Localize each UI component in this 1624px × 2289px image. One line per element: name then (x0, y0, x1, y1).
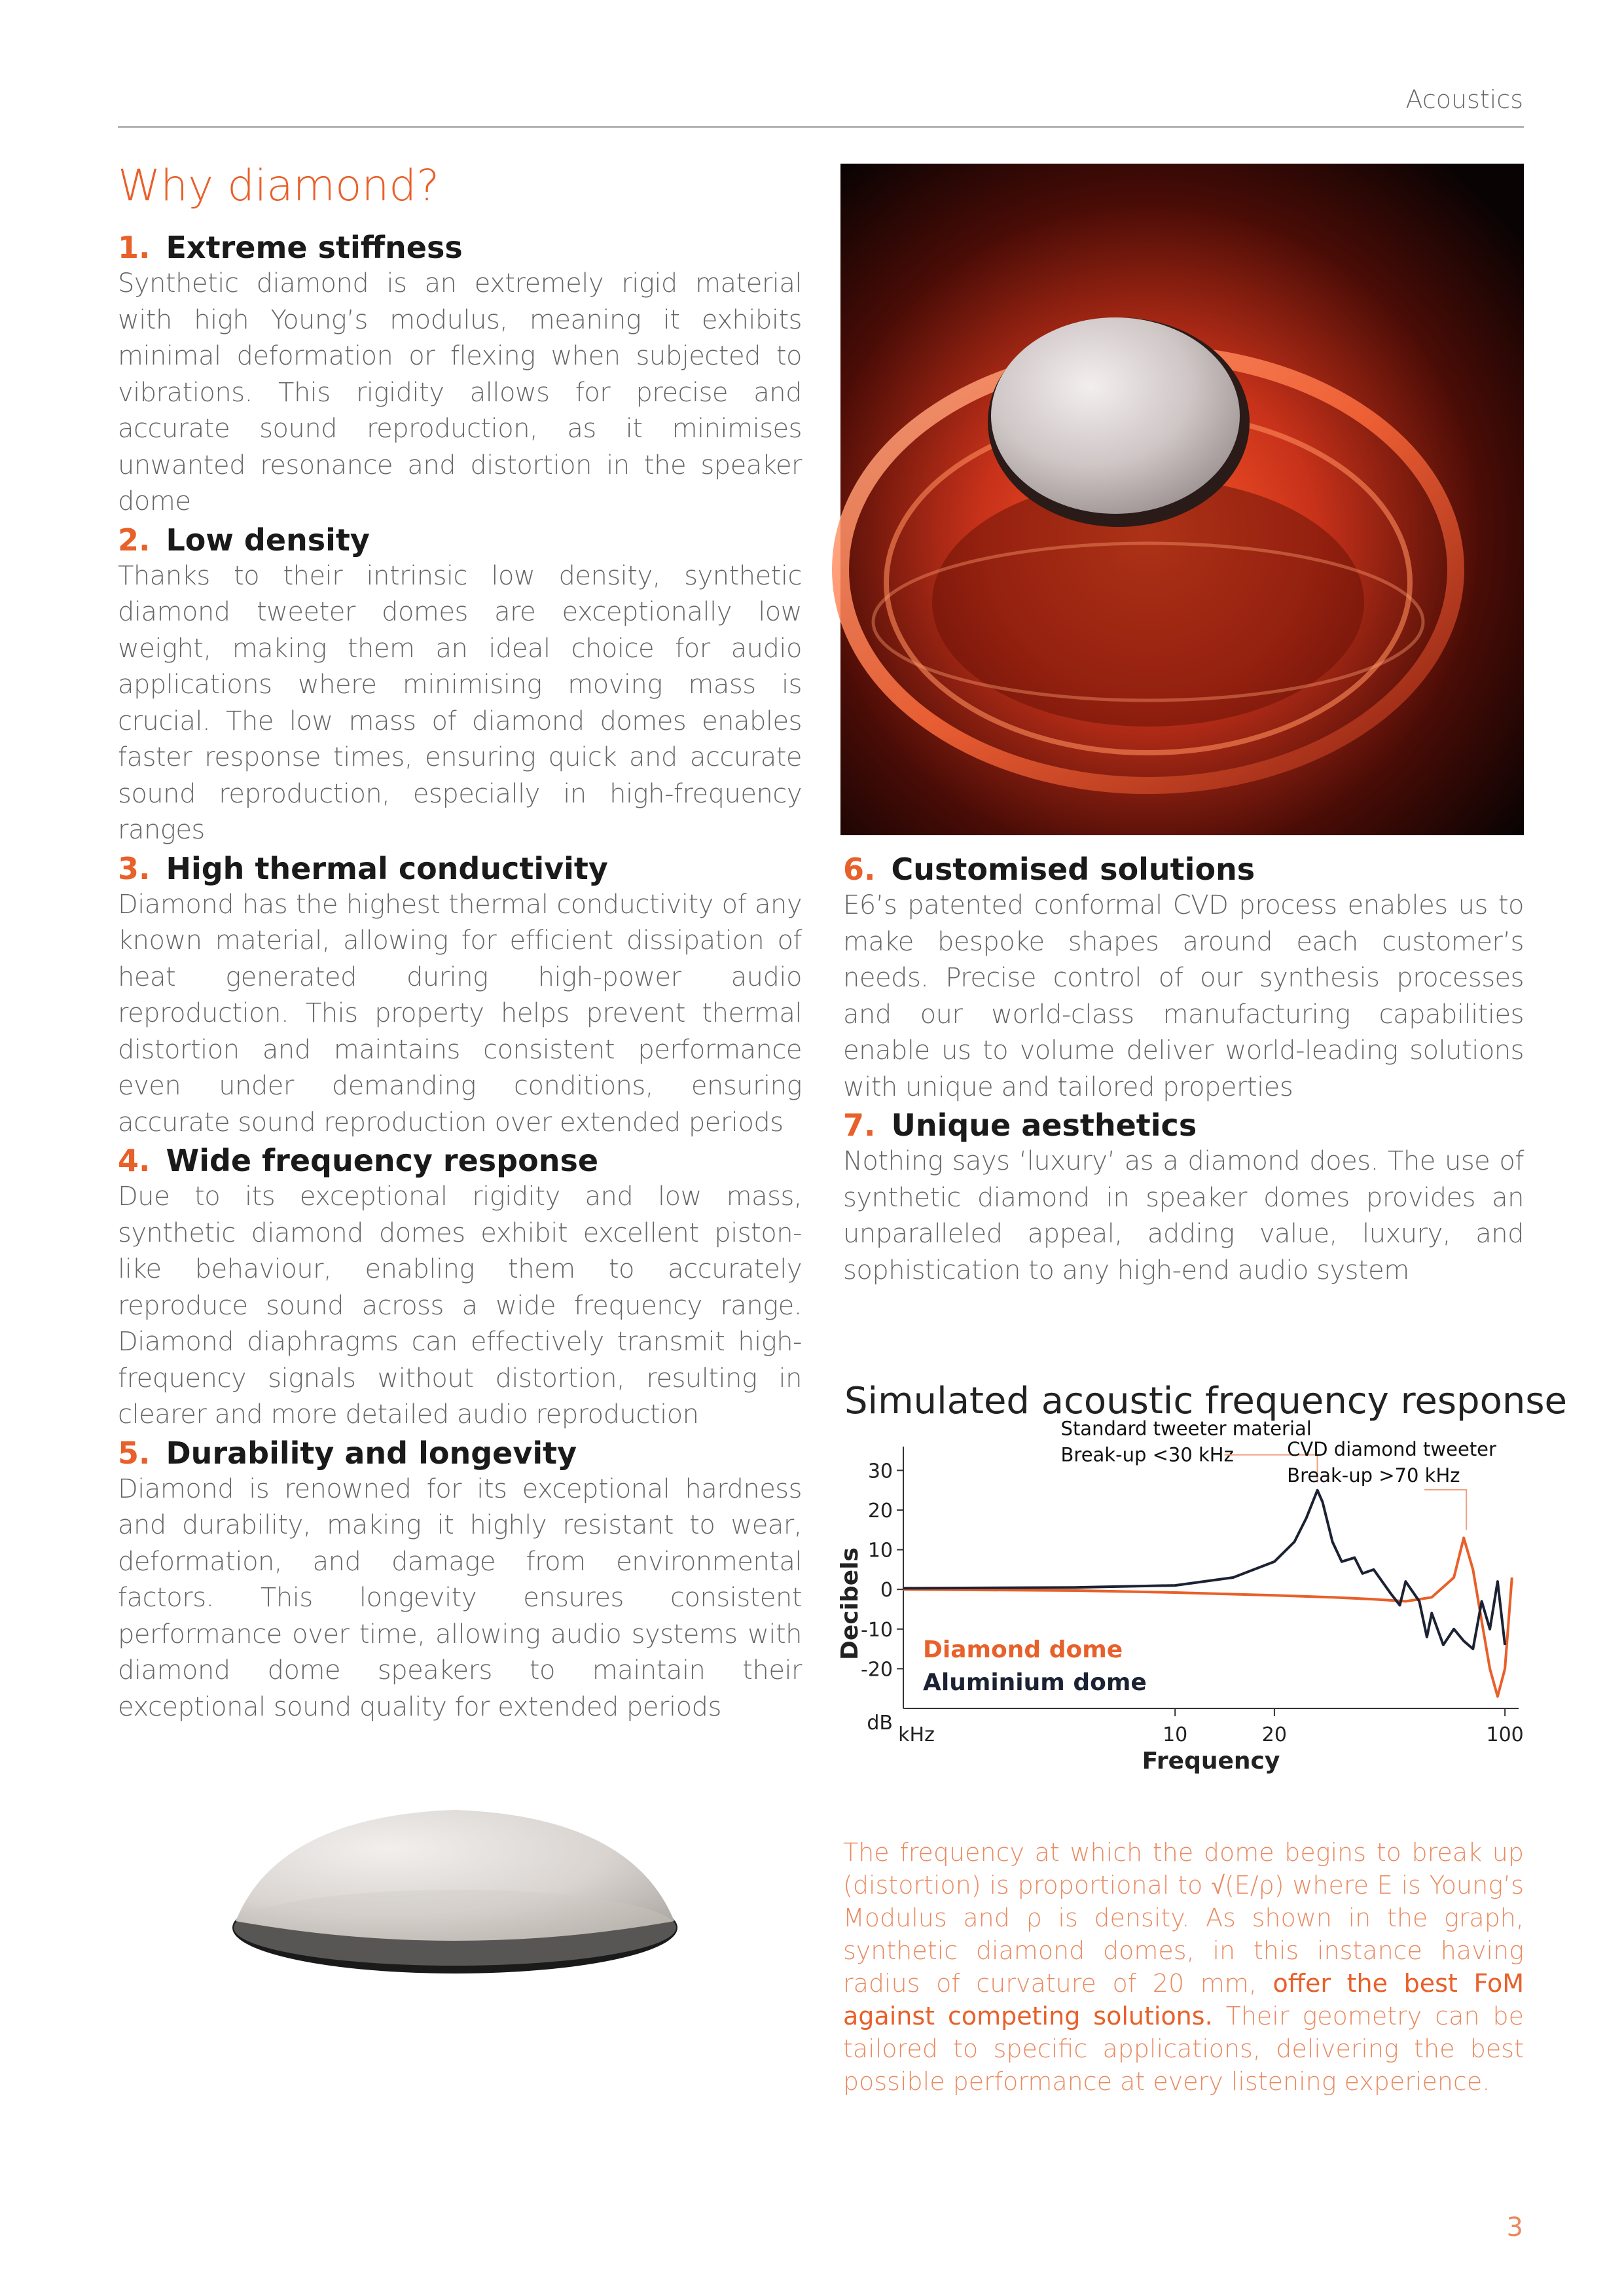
y-axis-title: Decibels (837, 1547, 863, 1660)
section-5 (118, 1435, 802, 1726)
section-number: 1. (118, 230, 151, 265)
section-body: Synthetic diamond is an extremely rigid material with high Young’s modulus, meaning it exhibits minimal deformation or flexing when subjected to vibrations. This rigidity allows for precise and accurate sound reproduction, as it minimises unwanted resonance and distortion in the speaker dome (118, 268, 802, 516)
caption-highlight: offer the best FoM against competing solutions. (843, 1969, 1524, 2030)
section-number: 4. (118, 1143, 151, 1178)
y-tick-label: 30 (867, 1460, 893, 1483)
annotation-line: Break-up >70 kHz (1287, 1464, 1460, 1487)
left-column (118, 229, 802, 1727)
chart-caption (843, 1836, 1524, 2098)
annotation-line: CVD diamond tweeter (1287, 1438, 1496, 1460)
diamond-dome-photo (840, 164, 1524, 835)
legend-entry: Diamond dome (923, 1636, 1123, 1663)
section-heading: Durability and longevity (166, 1435, 577, 1471)
header-section-label: Acoustics (1405, 85, 1523, 114)
series-line-aluminium (903, 1490, 1505, 1649)
y-tick-label: -10 (861, 1618, 893, 1642)
frequency-response-chart (825, 1417, 1532, 1800)
section-1 (118, 229, 802, 520)
photo-illustration (840, 164, 1524, 835)
chart-heading: Simulated acoustic frequency response (844, 1380, 1567, 1422)
section-number: 7. (843, 1108, 876, 1143)
section-heading: Low density (166, 522, 370, 558)
diamond-dome-illustration (226, 1797, 684, 1980)
x-unit-label: kHz (898, 1723, 935, 1746)
legend-entry: Aluminium dome (923, 1669, 1147, 1696)
page-title: Why diamond? (118, 160, 440, 211)
section-body: Due to its exceptional rigidity and low mass, synthetic diamond domes exhibit excellent piston-like behaviour, enabling them to accurately reproduce sound across a wide frequency range. Diamond diaphragms can effectively transmit high-frequency signals without distortion, resulting in clearer and more detailed audio reproduction (118, 1181, 802, 1430)
section-number: 3. (118, 850, 151, 886)
section-2 (118, 522, 802, 849)
section-4 (118, 1142, 802, 1433)
y-tick-label: -20 (861, 1658, 893, 1682)
section-body: E6’s patented conformal CVD process enables us to make bespoke shapes around each customer’s needs. Precise control of our synthesis processes and our world-class manufacturing capabilities enable us to volume deliver world-leading solutions with unique and tailored properties (843, 890, 1524, 1102)
section-3 (118, 850, 802, 1142)
x-tick-label: 100 (1486, 1723, 1524, 1746)
section-body: Nothing says ‘luxury’ as a diamond does. The use of synthetic diamond in speaker domes provides an unparalleled appeal, adding value, luxury, and sophistication to any high-end audio system (843, 1146, 1524, 1286)
section-number: 2. (118, 522, 151, 558)
annotation-leader (1424, 1490, 1466, 1530)
section-number: 6. (843, 852, 876, 887)
section-heading: High thermal conductivity (166, 850, 608, 886)
annotation-line: Standard tweeter material (1060, 1417, 1312, 1440)
y-tick-label: 0 (880, 1579, 893, 1602)
caption-text: The frequency at which the dome begins to break up (distortion) is proportional to √(E/ρ) where E is Young’s Modulus and ρ is density. As shown in the graph, synthetic diamond domes, in this instance having radius of curvature of 20 mm, (843, 1838, 1524, 1998)
right-column (843, 851, 1524, 1290)
section-heading: Extreme stiffness (166, 230, 463, 265)
section-body: Thanks to their intrinsic low density, synthetic diamond tweeter domes are exceptionally low weight, making them an ideal choice for audio applications where minimising moving mass is crucial. The low mass of diamond domes enables faster response times, ensuring quick and accurate sound reproduction, especially in high-frequency ranges (118, 560, 802, 845)
x-axis-title: Frequency (1142, 1748, 1280, 1775)
y-unit-label: dB (867, 1712, 893, 1735)
y-tick-label: 20 (867, 1499, 893, 1523)
section-heading: Customised solutions (891, 852, 1255, 887)
section-body: Diamond is renowned for its exceptional hardness and durability, making it highly resistant to wear, deformation, and damage from environmental factors. This longevity ensures consistent performance over time, allowing audio systems with diamond dome speakers to maintain their exceptional sound quality for extended periods (118, 1473, 802, 1722)
section-body: Diamond has the highest thermal conductivity of any known material, allowing for efficient dissipation of heat generated during high-power audio reproduction. This property helps prevent thermal distortion and maintains consistent performance even under demanding conditions, ensuring accurate sound reproduction over extended periods (118, 889, 802, 1138)
annotation-line: Break-up <30 kHz (1060, 1443, 1234, 1466)
section-number: 5. (118, 1435, 151, 1471)
y-tick-label: 10 (867, 1539, 893, 1562)
section-heading: Unique aesthetics (891, 1108, 1197, 1143)
caption-text-end: Their geometry can be tailored to specific applications, delivering the best possible performance at every listening experience. (843, 2002, 1524, 2096)
x-tick-label: 20 (1261, 1723, 1287, 1746)
section-7 (843, 1107, 1524, 1289)
header-divider (118, 126, 1524, 128)
section-6 (843, 851, 1524, 1106)
x-tick-label: 10 (1163, 1723, 1188, 1746)
page-number: 3 (1506, 2212, 1523, 2243)
section-heading: Wide frequency response (166, 1143, 599, 1178)
